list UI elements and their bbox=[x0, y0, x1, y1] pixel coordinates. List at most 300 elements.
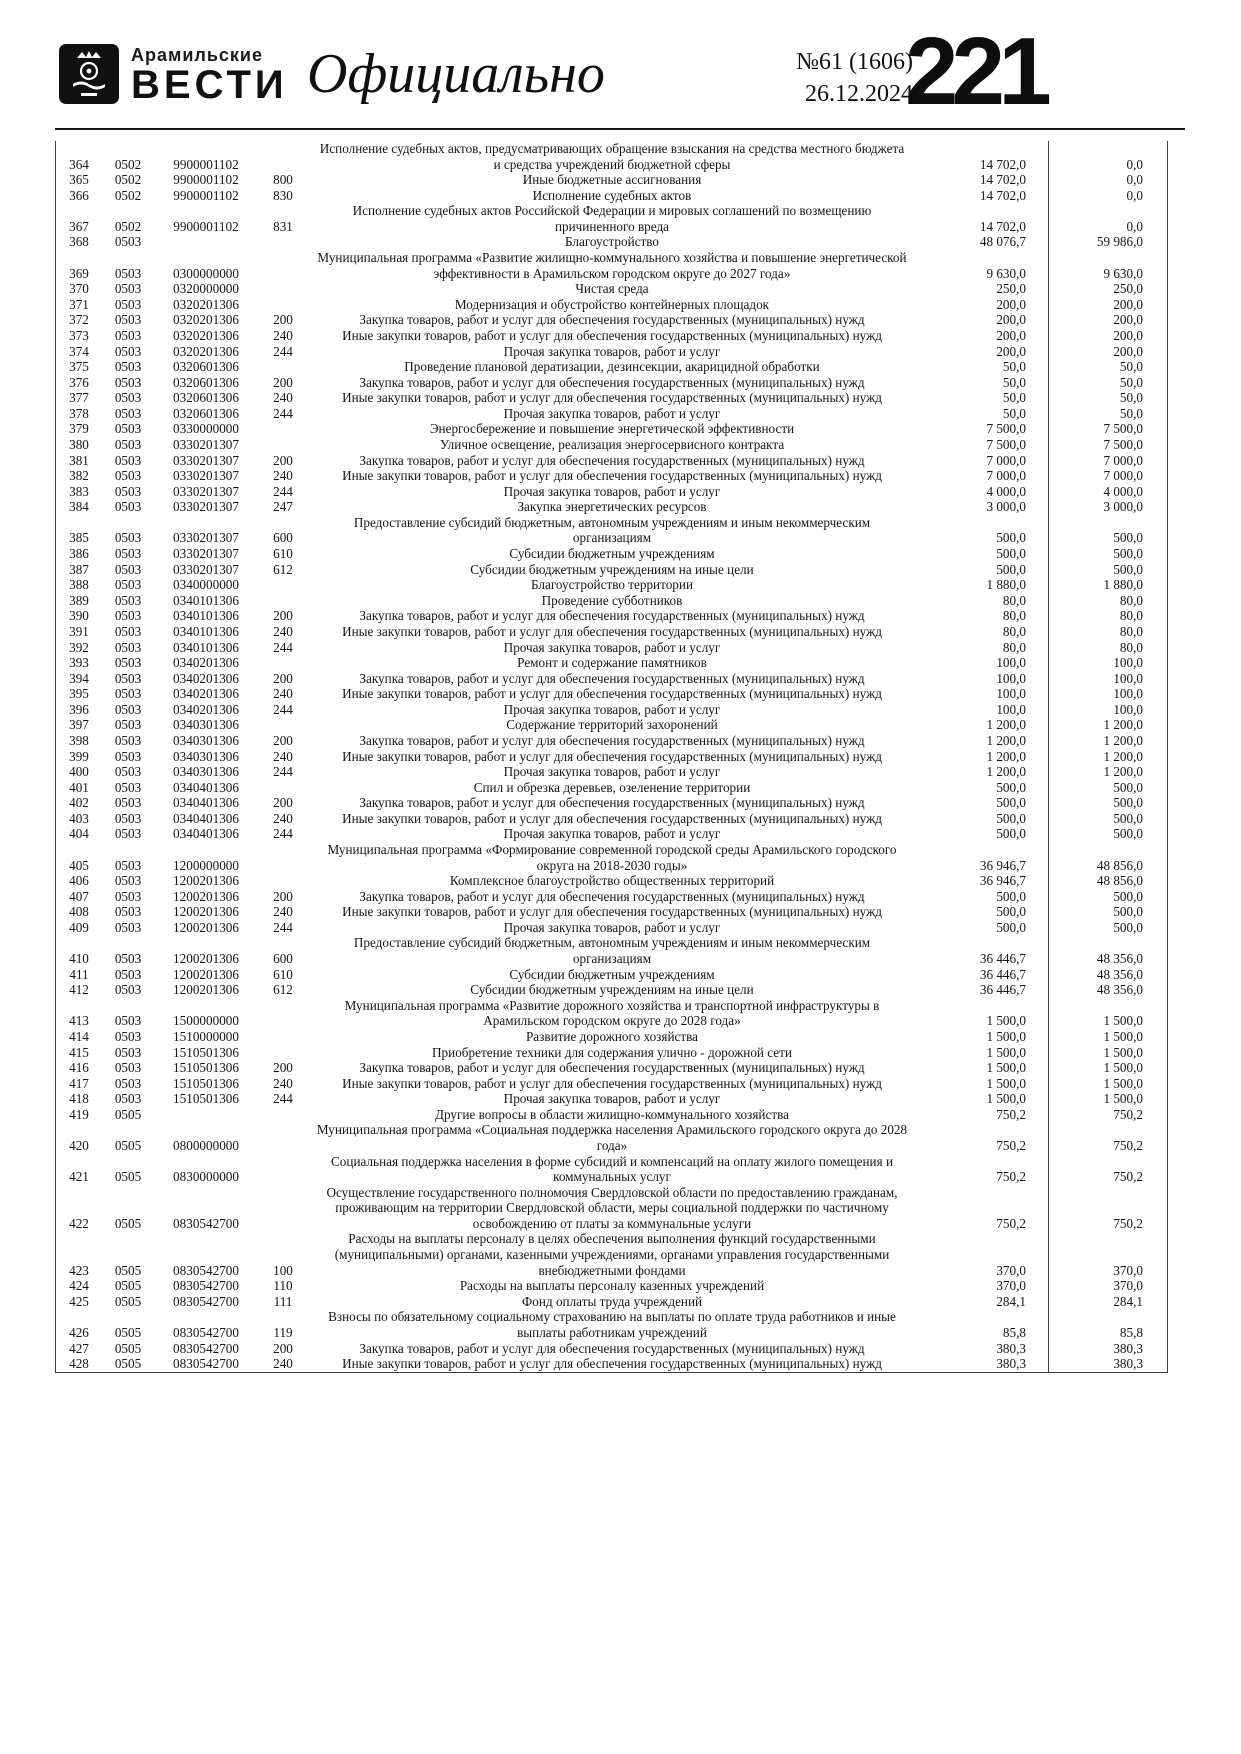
cell-row-number: 423 bbox=[69, 1262, 89, 1278]
cell-section-code: 0502 bbox=[114, 218, 142, 234]
cell-expense-type: 600 bbox=[273, 530, 293, 546]
cell-row-number: 381 bbox=[69, 452, 89, 468]
table-row bbox=[56, 749, 1168, 765]
cell-row-number: 404 bbox=[69, 826, 89, 842]
cell-amount-1: 14 702,0 bbox=[979, 156, 1026, 172]
cell-target-article: 1200201306 bbox=[173, 966, 239, 982]
cell-amount-2: 500,0 bbox=[1049, 811, 1168, 827]
cell-amount-1: 1 200,0 bbox=[986, 717, 1026, 733]
cell-section-code: 0503 bbox=[114, 234, 142, 250]
cell-amount-2: 1 880,0 bbox=[1049, 577, 1168, 593]
cell-row-number: 378 bbox=[69, 405, 89, 421]
cell-amount-2: 380,3 bbox=[1049, 1341, 1168, 1357]
cell-section-code: 0505 bbox=[114, 1340, 142, 1356]
cell-target-article: 0340401306 bbox=[173, 810, 239, 826]
table-row bbox=[56, 920, 1168, 936]
cell-row-number: 418 bbox=[69, 1091, 89, 1107]
cell-amount-1: 14 702,0 bbox=[979, 187, 1026, 203]
table-row bbox=[56, 297, 1168, 313]
cell-row-number: 389 bbox=[69, 592, 89, 608]
table-row bbox=[56, 1029, 1168, 1045]
cell-amount-2: 1 200,0 bbox=[1049, 764, 1168, 780]
cell-amount-2: 1 500,0 bbox=[1049, 1091, 1168, 1107]
cell-expense-type: 612 bbox=[273, 561, 293, 577]
cell-row-number: 380 bbox=[69, 436, 89, 452]
cell-amount-1: 1 200,0 bbox=[986, 748, 1026, 764]
table-row bbox=[56, 375, 1168, 391]
table-row bbox=[56, 406, 1168, 422]
budget-table-body bbox=[56, 141, 1168, 1372]
cell-amount-1: 85,8 bbox=[1002, 1324, 1026, 1340]
cell-name: Комплексное благоустройство общественных территорий bbox=[449, 873, 775, 889]
cell-name: Закупка товаров, работ и услуг для обеспечения государственных (муниципальных) нужд bbox=[359, 1340, 865, 1356]
cell-name: Расходы на выплаты персоналу казенных учреждений bbox=[459, 1278, 765, 1294]
cell-amount-2: 85,8 bbox=[1049, 1309, 1168, 1340]
cell-section-code: 0503 bbox=[114, 421, 142, 437]
cell-expense-type: 119 bbox=[273, 1324, 293, 1340]
cell-amount-2: 50,0 bbox=[1049, 406, 1168, 422]
cell-expense-type: 244 bbox=[273, 1091, 293, 1107]
cell-expense-type: 600 bbox=[273, 951, 293, 967]
cell-amount-1: 200,0 bbox=[996, 296, 1026, 312]
cell-amount-1: 284,1 bbox=[996, 1293, 1026, 1309]
table-row bbox=[56, 1107, 1168, 1123]
issue-block bbox=[796, 46, 913, 111]
cell-target-article: 0330201307 bbox=[173, 452, 239, 468]
table-row bbox=[56, 281, 1168, 297]
cell-target-article: 0340301306 bbox=[173, 748, 239, 764]
cell-row-number: 391 bbox=[69, 623, 89, 639]
cell-row-number: 379 bbox=[69, 421, 89, 437]
cell-section-code: 0505 bbox=[114, 1278, 142, 1294]
cell-amount-1: 500,0 bbox=[996, 810, 1026, 826]
cell-amount-1: 500,0 bbox=[996, 530, 1026, 546]
cell-amount-2: 500,0 bbox=[1049, 562, 1168, 578]
cell-target-article: 0340000000 bbox=[173, 577, 239, 593]
cell-row-number: 374 bbox=[69, 343, 89, 359]
cell-target-article: 0830542700 bbox=[173, 1262, 239, 1278]
cell-amount-2: 750,2 bbox=[1049, 1122, 1168, 1153]
cell-target-article: 1200201306 bbox=[173, 919, 239, 935]
cell-expense-type bbox=[258, 234, 308, 250]
cell-section-code: 0503 bbox=[114, 1013, 142, 1029]
cell-amount-1: 380,3 bbox=[996, 1356, 1026, 1372]
cell-target-article: 0340101306 bbox=[173, 623, 239, 639]
cell-target-article: 0320000000 bbox=[173, 281, 239, 297]
cell-target-article: 1200201306 bbox=[173, 873, 239, 889]
table-row bbox=[56, 655, 1168, 671]
cell-amount-1: 80,0 bbox=[1002, 608, 1026, 624]
cell-amount-1: 250,0 bbox=[996, 281, 1026, 297]
cell-amount-2: 370,0 bbox=[1049, 1278, 1168, 1294]
cell-target-article: 0340401306 bbox=[173, 795, 239, 811]
cell-name: Уличное освещение, реализация энергосервисного контракта bbox=[439, 436, 785, 452]
cell-expense-type bbox=[258, 1122, 308, 1153]
cell-target-article: 0330201307 bbox=[173, 499, 239, 515]
cell-amount-1: 500,0 bbox=[996, 795, 1026, 811]
section-title: Официально bbox=[307, 43, 605, 105]
cell-expense-type: 200 bbox=[273, 374, 293, 390]
cell-name: Расходы на выплаты персоналу в целях обеспечения выполнения функций государственными (муниципальными) органами, казенными учреждениями, органами управления государственными внебюджетными фондами bbox=[334, 1231, 890, 1278]
cell-target-article: 0830542700 bbox=[173, 1356, 239, 1372]
cell-amount-2: 750,2 bbox=[1049, 1185, 1168, 1232]
cell-target-article: 1510501306 bbox=[173, 1044, 239, 1060]
cell-amount-2: 100,0 bbox=[1049, 671, 1168, 687]
cell-amount-1: 9 630,0 bbox=[986, 265, 1026, 281]
cell-target-article: 0830542700 bbox=[173, 1278, 239, 1294]
cell-section-code: 0503 bbox=[114, 483, 142, 499]
cell-target-article: 0320201306 bbox=[173, 327, 239, 343]
cell-amount-2: 500,0 bbox=[1049, 795, 1168, 811]
cell-amount-2: 500,0 bbox=[1049, 904, 1168, 920]
table-row bbox=[56, 967, 1168, 983]
cell-expense-type: 240 bbox=[273, 623, 293, 639]
cell-row-number: 372 bbox=[69, 312, 89, 328]
cell-amount-2: 100,0 bbox=[1049, 686, 1168, 702]
cell-section-code: 0503 bbox=[114, 919, 142, 935]
cell-expense-type bbox=[258, 717, 308, 733]
cell-amount-2: 50,0 bbox=[1049, 359, 1168, 375]
cell-name: Предоставление субсидий бюджетным, автономным учреждениям и иным некоммерческим организациям bbox=[353, 935, 871, 967]
table-row bbox=[56, 437, 1168, 453]
cell-amount-2: 500,0 bbox=[1049, 780, 1168, 796]
cell-target-article: 1200201306 bbox=[173, 951, 239, 967]
cell-row-number: 414 bbox=[69, 1028, 89, 1044]
cell-amount-1: 1 200,0 bbox=[986, 764, 1026, 780]
cell-amount-1: 50,0 bbox=[1002, 405, 1026, 421]
table-row bbox=[56, 515, 1168, 546]
cell-target-article: 0320601306 bbox=[173, 390, 239, 406]
cell-amount-2: 500,0 bbox=[1049, 546, 1168, 562]
cell-section-code: 0505 bbox=[114, 1106, 142, 1122]
cell-expense-type: 240 bbox=[273, 1075, 293, 1091]
cell-row-number: 382 bbox=[69, 468, 89, 484]
masthead bbox=[55, 18, 1185, 125]
table-row bbox=[56, 624, 1168, 640]
cell-amount-2: 250,0 bbox=[1049, 281, 1168, 297]
cell-amount-2: 9 630,0 bbox=[1049, 250, 1168, 281]
cell-target-article: 0340301306 bbox=[173, 717, 239, 733]
cell-section-code: 0503 bbox=[114, 655, 142, 671]
cell-amount-1: 3 000,0 bbox=[986, 499, 1026, 515]
cell-name: Закупка товаров, работ и услуг для обеспечения государственных (муниципальных) нужд bbox=[359, 795, 865, 811]
cell-amount-2: 1 500,0 bbox=[1049, 1060, 1168, 1076]
cell-expense-type: 200 bbox=[273, 1060, 293, 1076]
cell-expense-type: 240 bbox=[273, 1356, 293, 1372]
cell-row-number: 417 bbox=[69, 1075, 89, 1091]
cell-expense-type bbox=[258, 998, 308, 1029]
cell-expense-type bbox=[258, 1107, 308, 1123]
table-row bbox=[56, 904, 1168, 920]
cell-section-code: 0505 bbox=[114, 1215, 142, 1231]
cell-target-article: 1510000000 bbox=[173, 1028, 239, 1044]
cell-row-number: 390 bbox=[69, 608, 89, 624]
cell-name: Развитие дорожного хозяйства bbox=[525, 1028, 699, 1044]
table-row bbox=[56, 780, 1168, 796]
cell-section-code: 0503 bbox=[114, 982, 142, 998]
table-row bbox=[56, 640, 1168, 656]
cell-expense-type bbox=[258, 873, 308, 889]
cell-name: Иные закупки товаров, работ и услуг для обеспечения государственных (муниципальных) нужд bbox=[342, 904, 882, 920]
cell-amount-1: 750,2 bbox=[996, 1138, 1026, 1153]
cell-amount-1: 200,0 bbox=[996, 343, 1026, 359]
cell-expense-type: 240 bbox=[273, 390, 293, 406]
cell-amount-2: 59 986,0 bbox=[1049, 234, 1168, 250]
cell-section-code: 0503 bbox=[114, 592, 142, 608]
newspaper-emblem-icon bbox=[59, 44, 119, 104]
table-row bbox=[56, 686, 1168, 702]
cell-row-number: 383 bbox=[69, 483, 89, 499]
cell-amount-1: 100,0 bbox=[996, 686, 1026, 702]
cell-section-code: 0503 bbox=[114, 577, 142, 593]
table-row bbox=[56, 1060, 1168, 1076]
cell-amount-1: 750,2 bbox=[996, 1215, 1026, 1231]
cell-section-code: 0503 bbox=[114, 1091, 142, 1107]
cell-expense-type: 244 bbox=[273, 639, 293, 655]
cell-row-number: 409 bbox=[69, 919, 89, 935]
cell-expense-type: 240 bbox=[273, 748, 293, 764]
cell-name: Закупка товаров, работ и услуг для обеспечения государственных (муниципальных) нужд bbox=[359, 374, 865, 390]
cell-amount-1: 500,0 bbox=[996, 919, 1026, 935]
cell-section-code: 0503 bbox=[114, 966, 142, 982]
cell-amount-1: 7 500,0 bbox=[986, 436, 1026, 452]
cell-expense-type bbox=[258, 1029, 308, 1045]
cell-amount-2: 200,0 bbox=[1049, 344, 1168, 360]
cell-row-number: 375 bbox=[69, 359, 89, 375]
cell-target-article: 0320601306 bbox=[173, 374, 239, 390]
cell-expense-type: 247 bbox=[273, 499, 293, 515]
cell-name: Прочая закупка товаров, работ и услуг bbox=[503, 483, 721, 499]
cell-target-article: 9900001102 bbox=[173, 156, 239, 172]
cell-expense-type bbox=[258, 421, 308, 437]
cell-section-code: 0503 bbox=[114, 1044, 142, 1060]
table-row bbox=[56, 1076, 1168, 1092]
cell-row-number: 402 bbox=[69, 795, 89, 811]
table-row bbox=[56, 842, 1168, 873]
cell-amount-1: 1 500,0 bbox=[986, 1013, 1026, 1029]
cell-expense-type bbox=[258, 842, 308, 873]
cell-amount-1: 100,0 bbox=[996, 670, 1026, 686]
cell-target-article bbox=[154, 234, 258, 250]
cell-name: Закупка энергетических ресурсов bbox=[517, 499, 707, 515]
cell-section-code: 0503 bbox=[114, 359, 142, 375]
table-row bbox=[56, 312, 1168, 328]
cell-name: Субсидии бюджетным учреждениям на иные цели bbox=[470, 982, 754, 998]
cell-section-code: 0503 bbox=[114, 888, 142, 904]
cell-name: Закупка товаров, работ и услуг для обеспечения государственных (муниципальных) нужд bbox=[359, 608, 865, 624]
cell-row-number: 394 bbox=[69, 670, 89, 686]
cell-target-article: 0340201306 bbox=[173, 670, 239, 686]
cell-row-number: 386 bbox=[69, 546, 89, 562]
cell-amount-2: 0,0 bbox=[1049, 203, 1168, 234]
cell-expense-type bbox=[258, 141, 308, 172]
cell-amount-2: 7 500,0 bbox=[1049, 437, 1168, 453]
cell-amount-2: 3 000,0 bbox=[1049, 499, 1168, 515]
cell-row-number: 388 bbox=[69, 577, 89, 593]
cell-expense-type bbox=[258, 1185, 308, 1232]
cell-amount-1: 50,0 bbox=[1002, 374, 1026, 390]
cell-target-article: 0830542700 bbox=[173, 1293, 239, 1309]
table-row bbox=[56, 172, 1168, 188]
cell-target-article: 0340101306 bbox=[173, 592, 239, 608]
cell-amount-1: 36 446,7 bbox=[979, 982, 1026, 998]
cell-name: Иные закупки товаров, работ и услуг для обеспечения государственных (муниципальных) нужд bbox=[342, 686, 882, 702]
cell-target-article: 0320201306 bbox=[173, 296, 239, 312]
cell-row-number: 365 bbox=[69, 172, 89, 188]
cell-row-number: 398 bbox=[69, 732, 89, 748]
cell-name: Спил и обрезка деревьев, озеленение территории bbox=[473, 779, 751, 795]
cell-name: Иные закупки товаров, работ и услуг для обеспечения государственных (муниципальных) нужд bbox=[342, 1075, 882, 1091]
cell-amount-1: 200,0 bbox=[996, 312, 1026, 328]
cell-target-article: 1200201306 bbox=[173, 904, 239, 920]
cell-expense-type bbox=[258, 1045, 308, 1061]
cell-amount-2: 50,0 bbox=[1049, 390, 1168, 406]
cell-target-article: 1510501306 bbox=[173, 1075, 239, 1091]
table-row bbox=[56, 1231, 1168, 1278]
cell-name: Иные закупки товаров, работ и услуг для обеспечения государственных (муниципальных) нужд bbox=[342, 390, 882, 406]
newspaper-title-top: Арамильские bbox=[131, 44, 263, 65]
table-row bbox=[56, 733, 1168, 749]
cell-amount-1: 500,0 bbox=[996, 888, 1026, 904]
cell-section-code: 0505 bbox=[114, 1169, 142, 1185]
table-row bbox=[56, 717, 1168, 733]
cell-amount-1: 36 446,7 bbox=[979, 966, 1026, 982]
cell-target-article bbox=[154, 1107, 258, 1123]
cell-amount-1: 500,0 bbox=[996, 826, 1026, 842]
cell-amount-1: 1 500,0 bbox=[986, 1044, 1026, 1060]
cell-target-article: 0330201307 bbox=[173, 436, 239, 452]
cell-section-code: 0503 bbox=[114, 281, 142, 297]
cell-target-article: 0340201306 bbox=[173, 655, 239, 671]
cell-target-article: 1510501306 bbox=[173, 1060, 239, 1076]
cell-amount-2: 80,0 bbox=[1049, 608, 1168, 624]
cell-name: Проведение субботников bbox=[541, 592, 683, 608]
cell-row-number: 370 bbox=[69, 281, 89, 297]
cell-expense-type: 610 bbox=[273, 546, 293, 562]
cell-expense-type: 200 bbox=[273, 888, 293, 904]
cell-name: Энергосбережение и повышение энергетической эффективности bbox=[429, 421, 795, 437]
cell-target-article: 1200000000 bbox=[173, 857, 239, 873]
cell-row-number: 424 bbox=[69, 1278, 89, 1294]
cell-name: Иные закупки товаров, работ и услуг для обеспечения государственных (муниципальных) нужд bbox=[342, 623, 882, 639]
cell-row-number: 393 bbox=[69, 655, 89, 671]
cell-row-number: 410 bbox=[69, 951, 89, 967]
cell-expense-type bbox=[258, 297, 308, 313]
cell-amount-2: 0,0 bbox=[1049, 188, 1168, 204]
cell-section-code: 0505 bbox=[114, 1138, 142, 1153]
cell-row-number: 411 bbox=[69, 966, 89, 982]
cell-amount-2: 0,0 bbox=[1049, 172, 1168, 188]
cell-name: Прочая закупка товаров, работ и услуг bbox=[503, 919, 721, 935]
cell-expense-type: 111 bbox=[273, 1293, 293, 1309]
table-row bbox=[56, 577, 1168, 593]
cell-row-number: 419 bbox=[69, 1106, 89, 1122]
issue-number: №61 (1606) bbox=[796, 49, 913, 75]
cell-expense-type: 244 bbox=[273, 405, 293, 421]
newspaper-logo bbox=[59, 44, 288, 107]
table-row bbox=[56, 764, 1168, 780]
cell-section-code: 0503 bbox=[114, 327, 142, 343]
cell-name: Иные закупки товаров, работ и услуг для обеспечения государственных (муниципальных) нужд bbox=[342, 810, 882, 826]
cell-row-number: 426 bbox=[69, 1324, 89, 1340]
cell-section-code: 0503 bbox=[114, 608, 142, 624]
cell-section-code: 0503 bbox=[114, 312, 142, 328]
cell-name: Прочая закупка товаров, работ и услуг bbox=[503, 826, 721, 842]
cell-name: Прочая закупка товаров, работ и услуг bbox=[503, 405, 721, 421]
cell-amount-1: 36 946,7 bbox=[979, 857, 1026, 873]
table-row bbox=[56, 453, 1168, 469]
cell-name: Муниципальная программа «Формирование современной городской среды Арамильского городского округа на 2018-2030 годы» bbox=[327, 842, 897, 873]
cell-target-article: 0300000000 bbox=[173, 265, 239, 281]
cell-target-article: 0830542700 bbox=[173, 1324, 239, 1340]
cell-amount-1: 36 446,7 bbox=[979, 951, 1026, 967]
table-row bbox=[56, 1341, 1168, 1357]
cell-expense-type: 244 bbox=[273, 764, 293, 780]
cell-expense-type: 244 bbox=[273, 343, 293, 359]
cell-section-code: 0503 bbox=[114, 1028, 142, 1044]
table-row bbox=[56, 873, 1168, 889]
cell-row-number: 367 bbox=[69, 218, 89, 234]
cell-name: Субсидии бюджетным учреждениям на иные цели bbox=[470, 561, 754, 577]
cell-amount-1: 4 000,0 bbox=[986, 483, 1026, 499]
cell-amount-1: 50,0 bbox=[1002, 359, 1026, 375]
table-row bbox=[56, 390, 1168, 406]
cell-amount-2: 500,0 bbox=[1049, 515, 1168, 546]
cell-target-article: 9900001102 bbox=[173, 172, 239, 188]
cell-section-code: 0503 bbox=[114, 1060, 142, 1076]
cell-target-article: 1200201306 bbox=[173, 982, 239, 998]
cell-row-number: 392 bbox=[69, 639, 89, 655]
table-row bbox=[56, 499, 1168, 515]
cell-expense-type: 240 bbox=[273, 810, 293, 826]
cell-amount-1: 7 000,0 bbox=[986, 468, 1026, 484]
cell-amount-2: 1 200,0 bbox=[1049, 733, 1168, 749]
table-row bbox=[56, 826, 1168, 842]
cell-row-number: 421 bbox=[69, 1169, 89, 1185]
cell-row-number: 397 bbox=[69, 717, 89, 733]
cell-amount-1: 370,0 bbox=[996, 1262, 1026, 1278]
cell-expense-type: 610 bbox=[273, 966, 293, 982]
cell-amount-1: 1 500,0 bbox=[986, 1060, 1026, 1076]
cell-name: Исполнение судебных актов bbox=[532, 187, 692, 203]
cell-expense-type bbox=[258, 1154, 308, 1185]
cell-expense-type bbox=[258, 780, 308, 796]
cell-expense-type bbox=[258, 281, 308, 297]
cell-row-number: 384 bbox=[69, 499, 89, 515]
cell-section-code: 0503 bbox=[114, 623, 142, 639]
cell-section-code: 0503 bbox=[114, 390, 142, 406]
cell-expense-type bbox=[258, 577, 308, 593]
cell-section-code: 0503 bbox=[114, 732, 142, 748]
cell-amount-1: 750,2 bbox=[996, 1169, 1026, 1185]
cell-amount-2: 1 200,0 bbox=[1049, 717, 1168, 733]
cell-expense-type: 800 bbox=[273, 172, 293, 188]
cell-name: Иные закупки товаров, работ и услуг для обеспечения государственных (муниципальных) нужд bbox=[342, 1356, 882, 1372]
cell-target-article: 0330000000 bbox=[173, 421, 239, 437]
cell-target-article: 0320201306 bbox=[173, 343, 239, 359]
cell-expense-type: 200 bbox=[273, 608, 293, 624]
table-row bbox=[56, 562, 1168, 578]
cell-section-code: 0503 bbox=[114, 810, 142, 826]
table-row bbox=[56, 702, 1168, 718]
cell-amount-1: 1 500,0 bbox=[986, 1028, 1026, 1044]
cell-row-number: 368 bbox=[69, 234, 89, 250]
cell-expense-type: 100 bbox=[273, 1262, 293, 1278]
cell-section-code: 0502 bbox=[114, 156, 142, 172]
cell-row-number: 373 bbox=[69, 327, 89, 343]
cell-amount-2: 750,2 bbox=[1049, 1107, 1168, 1123]
cell-target-article: 0340101306 bbox=[173, 639, 239, 655]
